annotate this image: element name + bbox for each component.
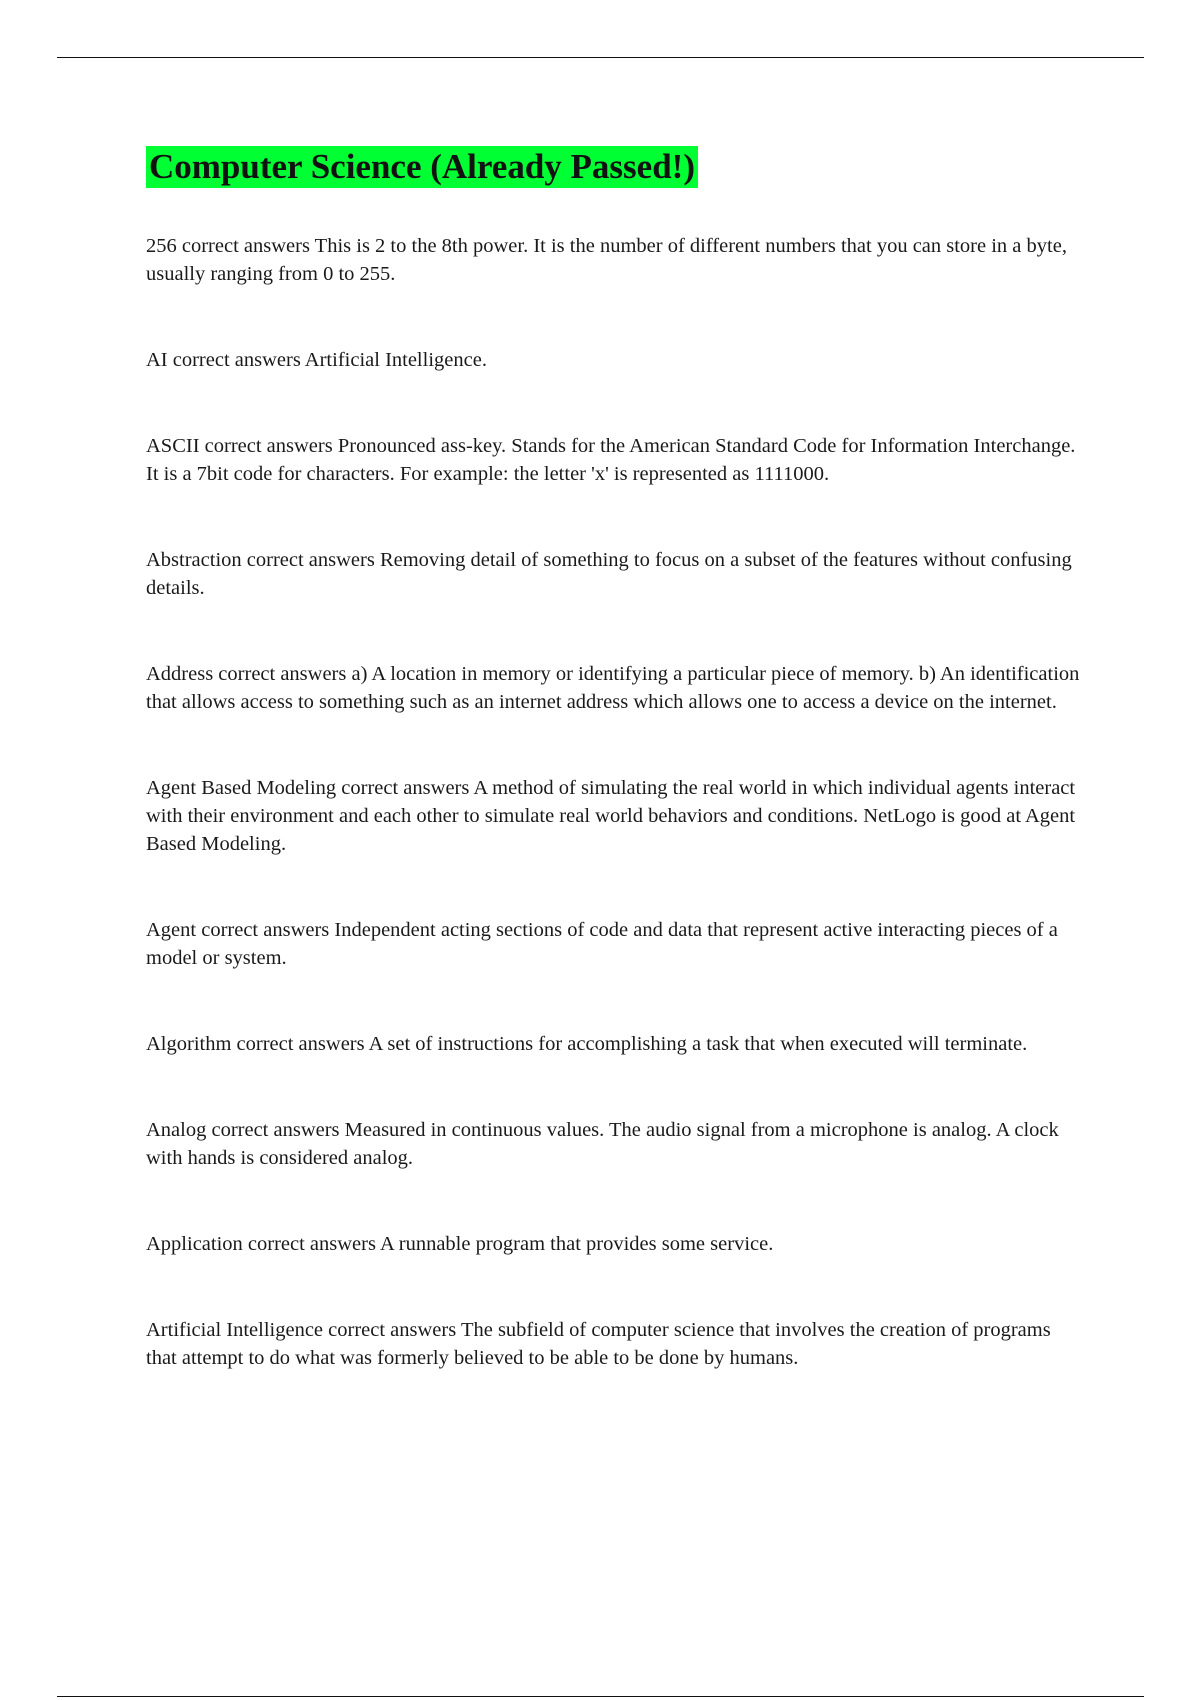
- list-item: Application correct answers A runnable program that provides some service.: [146, 1233, 774, 1255]
- list-item: ASCII correct answers Pronounced ass-key. Stands for the American Standard Code for Information Interchange. It is a 7bit code for characters. For example: the letter 'x' is represented as 1111000.: [146, 435, 1076, 485]
- list-item: Algorithm correct answers A set of instructions for accomplishing a task that when executed will terminate.: [146, 1033, 1028, 1055]
- entry-list: [146, 232, 1086, 1372]
- bottom-divider: [57, 1696, 1144, 1697]
- page-title: Computer Science (Already Passed!): [146, 146, 698, 188]
- list-item: Abstraction correct answers Removing detail of something to focus on a subset of the features without confusing details.: [146, 549, 1072, 599]
- list-item: Analog correct answers Measured in continuous values. The audio signal from a microphone is analog. A clock with hands is considered analog.: [146, 1119, 1059, 1169]
- list-item: AI correct answers Artificial Intelligence.: [146, 349, 487, 371]
- list-item: Agent correct answers Independent acting sections of code and data that represent active interacting pieces of a model or system.: [146, 919, 1058, 969]
- list-item: Agent Based Modeling correct answers A method of simulating the real world in which individual agents interact with their environment and each other to simulate real world behaviors and conditions. NetLogo is good at Agent Based Modeling.: [146, 777, 1076, 855]
- top-divider: [57, 57, 1144, 58]
- list-item: 256 correct answers This is 2 to the 8th power. It is the number of different numbers that you can store in a byte, usually ranging from 0 to 255.: [146, 235, 1067, 285]
- list-item: Artificial Intelligence correct answers The subfield of computer science that involves the creation of programs that attempt to do what was formerly believed to be able to be done by humans.: [146, 1319, 1051, 1369]
- document-body: [146, 146, 1086, 1430]
- list-item: Address correct answers a) A location in memory or identifying a particular piece of memory. b) An identification that allows access to something such as an internet address which allows one to access a device on the internet.: [146, 663, 1080, 713]
